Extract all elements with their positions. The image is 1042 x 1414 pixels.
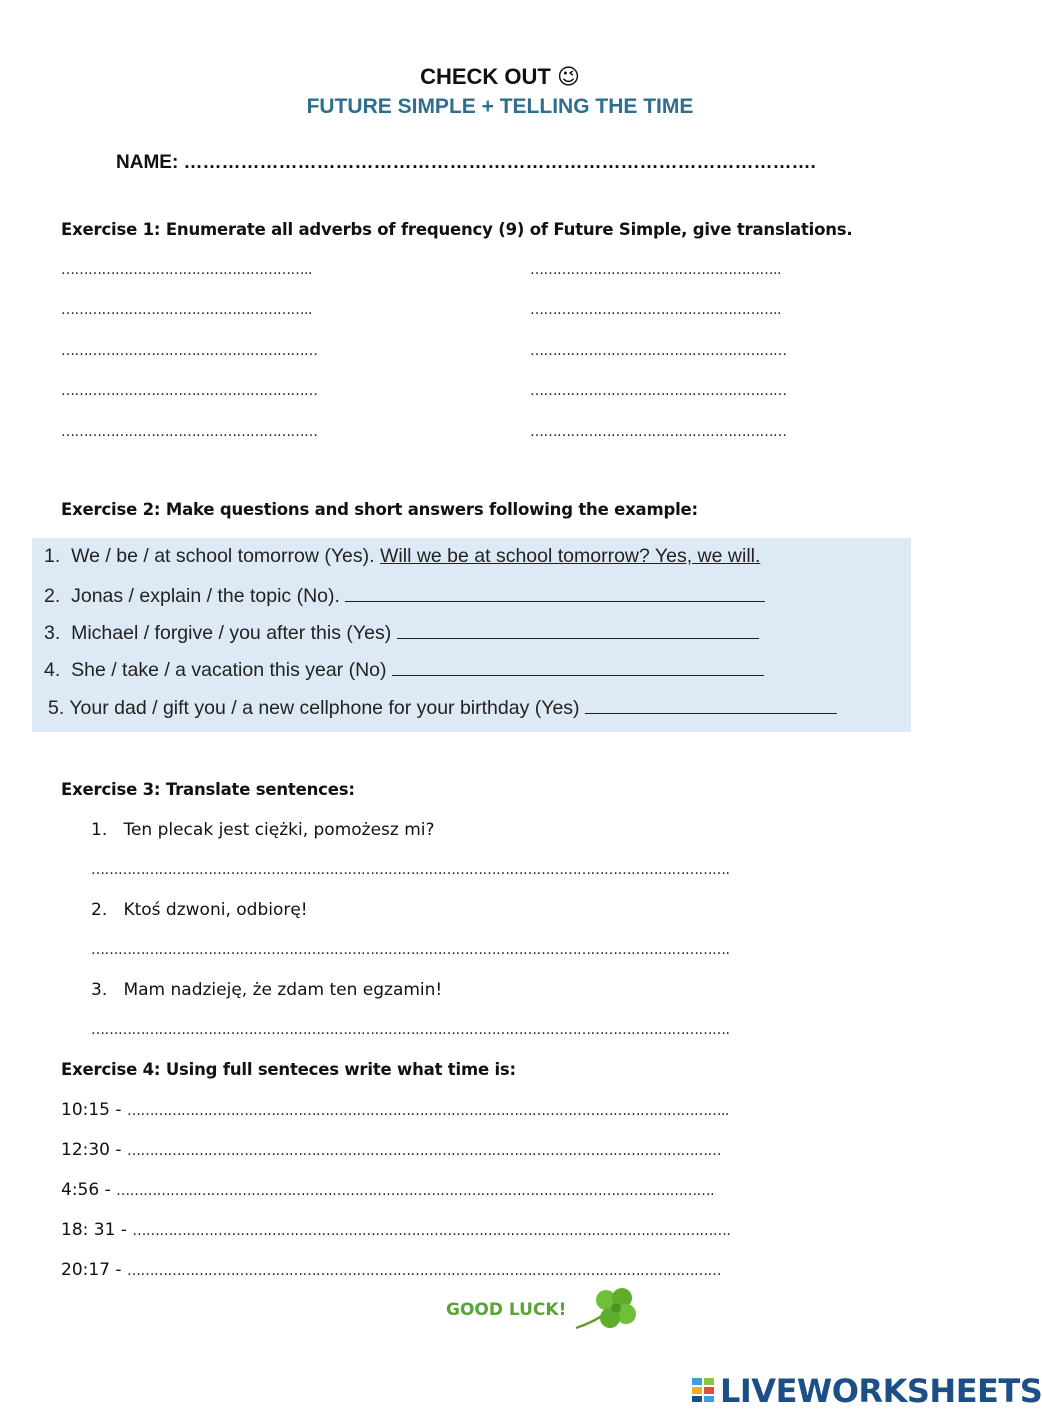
worksheet-title xyxy=(0,64,1000,90)
ex4-item-4 xyxy=(61,1220,730,1240)
ex4-item-1 xyxy=(61,1100,729,1120)
ex3-item-number: 2. xyxy=(91,900,108,920)
ex2-item-number: 3. xyxy=(44,622,61,644)
ex2-example-answer: Will we be at school tomorrow? Yes, we will. xyxy=(380,545,761,567)
ex3-item-number: 1. xyxy=(91,820,108,840)
ex4-answer-line[interactable]: …………………………………………………………………………………………………………………….. xyxy=(126,1103,729,1119)
ex1-answer-line-left-4[interactable]: ………………………………………………… xyxy=(61,383,318,399)
ex4-answer-line[interactable]: …………………………………………………………………………………………………………………… xyxy=(126,1143,721,1159)
ex3-item-text: Ktoś dzwoni, odbiorę! xyxy=(123,900,308,920)
ex2-item-2 xyxy=(44,583,765,608)
ex1-answer-line-left-3[interactable]: ………………………………………………… xyxy=(61,343,318,359)
wink-emoji-icon: 😉 xyxy=(556,65,580,90)
liveworksheets-brand: LIVEWORKSHEETS xyxy=(720,1372,1042,1410)
exercise4-heading: Exercise 4: Using full senteces write what time is: xyxy=(61,1060,516,1079)
ex2-item-number: 5. xyxy=(48,697,65,719)
name-label: NAME: ………………………………………………………………………………………. xyxy=(116,152,816,173)
ex2-item-number: 2. xyxy=(44,585,61,607)
title-text: CHECK OUT xyxy=(420,64,551,89)
ex2-answer-blank[interactable] xyxy=(397,620,759,639)
ex2-item-3 xyxy=(44,620,759,645)
exercise2-heading: Exercise 2: Make questions and short answers following the example: xyxy=(61,500,698,519)
ex2-item-prompt: Jonas / explain / the topic (No). xyxy=(71,585,340,607)
ex3-item-text: Mam nadzieję, że zdam ten egzamin! xyxy=(123,980,443,1000)
ex4-item-2 xyxy=(61,1140,721,1160)
ex4-item-5 xyxy=(61,1260,721,1280)
exercise1-heading: Exercise 1: Enumerate all adverbs of frequency (9) of Future Simple, give translations. xyxy=(61,220,853,239)
ex4-time-label: 20:17 - xyxy=(61,1260,122,1280)
ex3-item-1 xyxy=(91,820,435,840)
ex2-item-prompt: She / take / a vacation this year (No) xyxy=(71,659,387,681)
ex2-item-4 xyxy=(44,657,764,682)
ex1-answer-line-right-2[interactable]: ……………………………………………….. xyxy=(530,302,781,318)
ex2-item-number: 1. xyxy=(44,545,61,567)
ex1-answer-line-left-2[interactable]: ……………………………………………….. xyxy=(61,302,312,318)
ex1-answer-line-left-5[interactable]: ………………………………………………… xyxy=(61,424,318,440)
ex2-item-5 xyxy=(48,695,837,720)
ex4-answer-line[interactable]: ……………………………………………………………………………………………………………………. xyxy=(116,1183,715,1199)
ex2-item-prompt: Michael / forgive / you after this (Yes) xyxy=(71,622,392,644)
ex1-answer-line-right-4[interactable]: ………………………………………………… xyxy=(530,383,787,399)
four-leaf-clover-icon xyxy=(574,1286,644,1336)
ex2-item-prompt: Your dad / gift you / a new cellphone for your birthday (Yes) xyxy=(69,697,580,719)
exercise3-heading: Exercise 3: Translate sentences: xyxy=(61,780,355,799)
ex1-answer-line-left-1[interactable]: ……………………………………………….. xyxy=(61,262,312,278)
ex2-answer-blank[interactable] xyxy=(585,695,837,714)
ex1-answer-line-right-5[interactable]: ………………………………………………… xyxy=(530,424,787,440)
name-field[interactable] xyxy=(116,152,816,174)
ex3-answer-line-2[interactable]: ……………………………………………………………………………………………………………………………. xyxy=(91,942,730,958)
ex2-answer-blank[interactable] xyxy=(345,583,765,602)
ex2-item-1 xyxy=(44,545,760,568)
ex2-item-number: 4. xyxy=(44,659,61,681)
ex2-item-prompt: We / be / at school tomorrow (Yes). xyxy=(71,545,375,567)
ex3-answer-line-3[interactable]: ……………………………………………………………………………………………………………………………. xyxy=(91,1022,730,1038)
ex3-item-number: 3. xyxy=(91,980,108,1000)
ex1-answer-line-right-1[interactable]: ……………………………………………….. xyxy=(530,262,781,278)
ex4-item-3 xyxy=(61,1180,714,1200)
ex4-time-label: 10:15 - xyxy=(61,1100,122,1120)
ex4-answer-line[interactable]: …………………………………………………………………………………………………………………… xyxy=(126,1263,721,1279)
ex3-item-2 xyxy=(91,900,308,920)
ex3-item-text: Ten plecak jest ciężki, pomożesz mi? xyxy=(123,820,435,840)
ex2-answer-blank[interactable] xyxy=(392,657,764,676)
ex1-answer-line-right-3[interactable]: ………………………………………………… xyxy=(530,343,787,359)
good-luck-text: GOOD LUCK! xyxy=(446,1300,567,1320)
ex4-time-label: 18: 31 - xyxy=(61,1220,127,1240)
ex4-time-label: 4:56 - xyxy=(61,1180,111,1200)
worksheet-subtitle: FUTURE SIMPLE + TELLING THE TIME xyxy=(306,95,694,118)
ex3-answer-line-1[interactable]: ……………………………………………………………………………………………………………………………. xyxy=(91,862,730,878)
ex4-answer-line[interactable]: ……………………………………………………………………………………………………………………. xyxy=(132,1223,731,1239)
ex3-item-3 xyxy=(91,980,442,1000)
ex4-time-label: 12:30 - xyxy=(61,1140,122,1160)
liveworksheets-logo-icon xyxy=(692,1378,714,1402)
